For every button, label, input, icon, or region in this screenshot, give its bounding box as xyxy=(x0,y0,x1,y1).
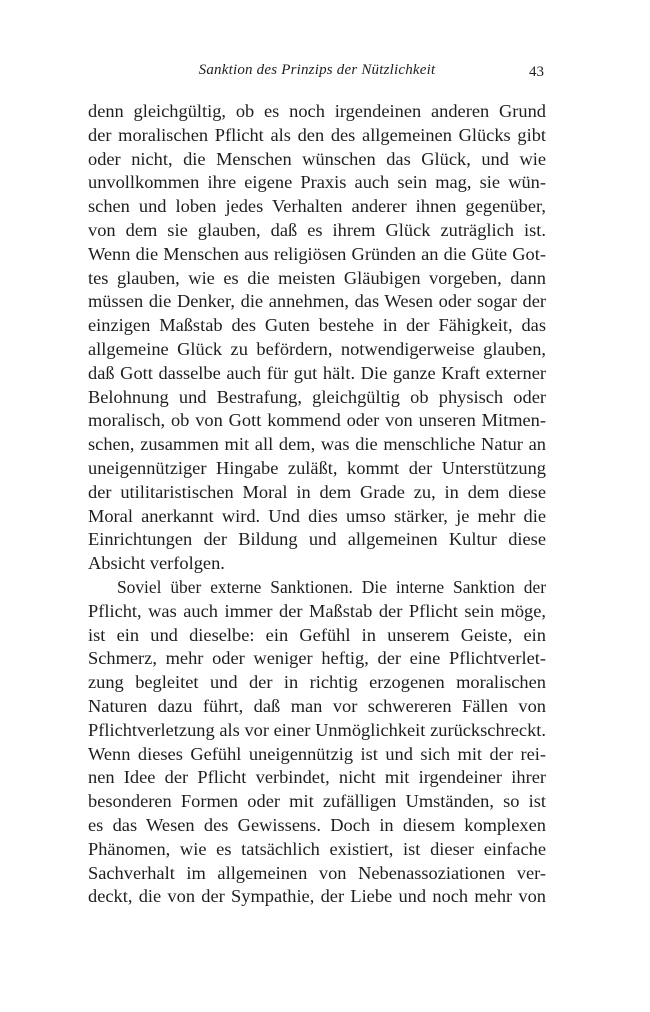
text-line: oder nicht, die Menschen wünschen das Glück, und wie xyxy=(88,148,546,169)
text-line: denn gleichgültig, ob es noch irgendeinen anderen Grund xyxy=(88,101,546,121)
text-line: Naturen dazu führt, daß man vor schwereren Fällen von xyxy=(88,695,546,716)
text-line: schen und loben jedes Verhalten anderer ihnen gegenüber, xyxy=(88,196,546,217)
body-text xyxy=(88,100,546,909)
text-line: Moral anerkannt wird. Und dies umso stärker, je mehr die xyxy=(88,505,546,526)
text-line: moralisch, ob von Gott kommend oder von unseren Mitmen- xyxy=(88,410,546,431)
text-line: einzigen Maßstab des Guten bestehe in der Fähigkeit, das xyxy=(88,315,546,336)
text-line: Pflicht, was auch immer der Maßstab der Pflicht sein möge, xyxy=(88,600,546,621)
paragraph-1 xyxy=(88,100,546,576)
paragraph-2 xyxy=(88,576,546,909)
text-line: Wenn die Menschen aus religiösen Gründen an die Güte Got- xyxy=(88,243,546,264)
text-line: daß Gott dasselbe auch für gut hält. Die ganze Kraft externer xyxy=(88,362,546,383)
text-line: allgemeine Glück zu befördern, notwendigerweise glauben, xyxy=(88,338,546,359)
text-line: nen Idee der Pflicht verbindet, nicht mit irgendeiner ihrer xyxy=(88,767,546,788)
text-line: schen, zusammen mit all dem, was die menschliche Natur an xyxy=(88,434,546,455)
running-head xyxy=(88,62,546,84)
text-line: Wenn dieses Gefühl uneigennützig ist und sich mit der rei- xyxy=(88,743,546,764)
text-line: Einrichtungen der Bildung und allgemeinen Kultur diese xyxy=(88,529,546,550)
text-line: besonderen Formen oder mit zufälligen Umständen, so ist xyxy=(88,791,546,812)
text-line: zung begleitet und der in richtig erzogenen moralischen xyxy=(88,672,546,693)
text-line: es das Wesen des Gewissens. Doch in diesem komplexen xyxy=(88,814,546,835)
text-line: müssen die Denker, die annehmen, das Wesen oder sogar der xyxy=(88,291,546,312)
text-line: der utilitaristischen Moral in dem Grade zu, in dem diese xyxy=(88,481,546,502)
text-line: deckt, die von der Sympathie, der Liebe und noch mehr von xyxy=(88,886,546,907)
text-line: ist ein und dieselbe: ein Gefühl in unserem Geiste, ein xyxy=(88,624,546,645)
page-number: 43 xyxy=(529,64,544,80)
text-line: Absicht verfolgen. xyxy=(88,553,225,574)
text-line: von dem sie glauben, daß es ihrem Glück zuträglich ist. xyxy=(88,219,546,240)
text-line: Soviel über externe Sanktionen. Die interne Sanktion der xyxy=(117,576,546,597)
text-line: Sachverhalt im allgemeinen von Nebenassoziationen ver- xyxy=(88,862,546,883)
running-title: Sanktion des Prinzips der Nützlichkeit xyxy=(198,62,436,78)
text-line: tes glauben, wie es die meisten Gläubigen vorgeben, dann xyxy=(88,267,546,288)
text-line: Pflichtverletzung als vor einer Unmöglichkeit zurückschreckt. xyxy=(88,719,546,740)
text-line: uneigennütziger Hingabe zuläßt, kommt der Unterstützung xyxy=(88,457,546,478)
text-line: unvollkommen ihre eigene Praxis auch sein mag, sie wün- xyxy=(88,172,546,193)
text-line: Schmerz, mehr oder weniger heftig, der eine Pflichtverlet- xyxy=(88,648,546,669)
text-line: Belohnung und Bestrafung, gleichgültig ob physisch oder xyxy=(88,386,546,407)
text-line: der moralischen Pflicht als den des allgemeinen Glücks gibt xyxy=(88,124,546,145)
text-line: Phänomen, wie es tatsächlich existiert, ist dieser einfache xyxy=(88,838,546,859)
